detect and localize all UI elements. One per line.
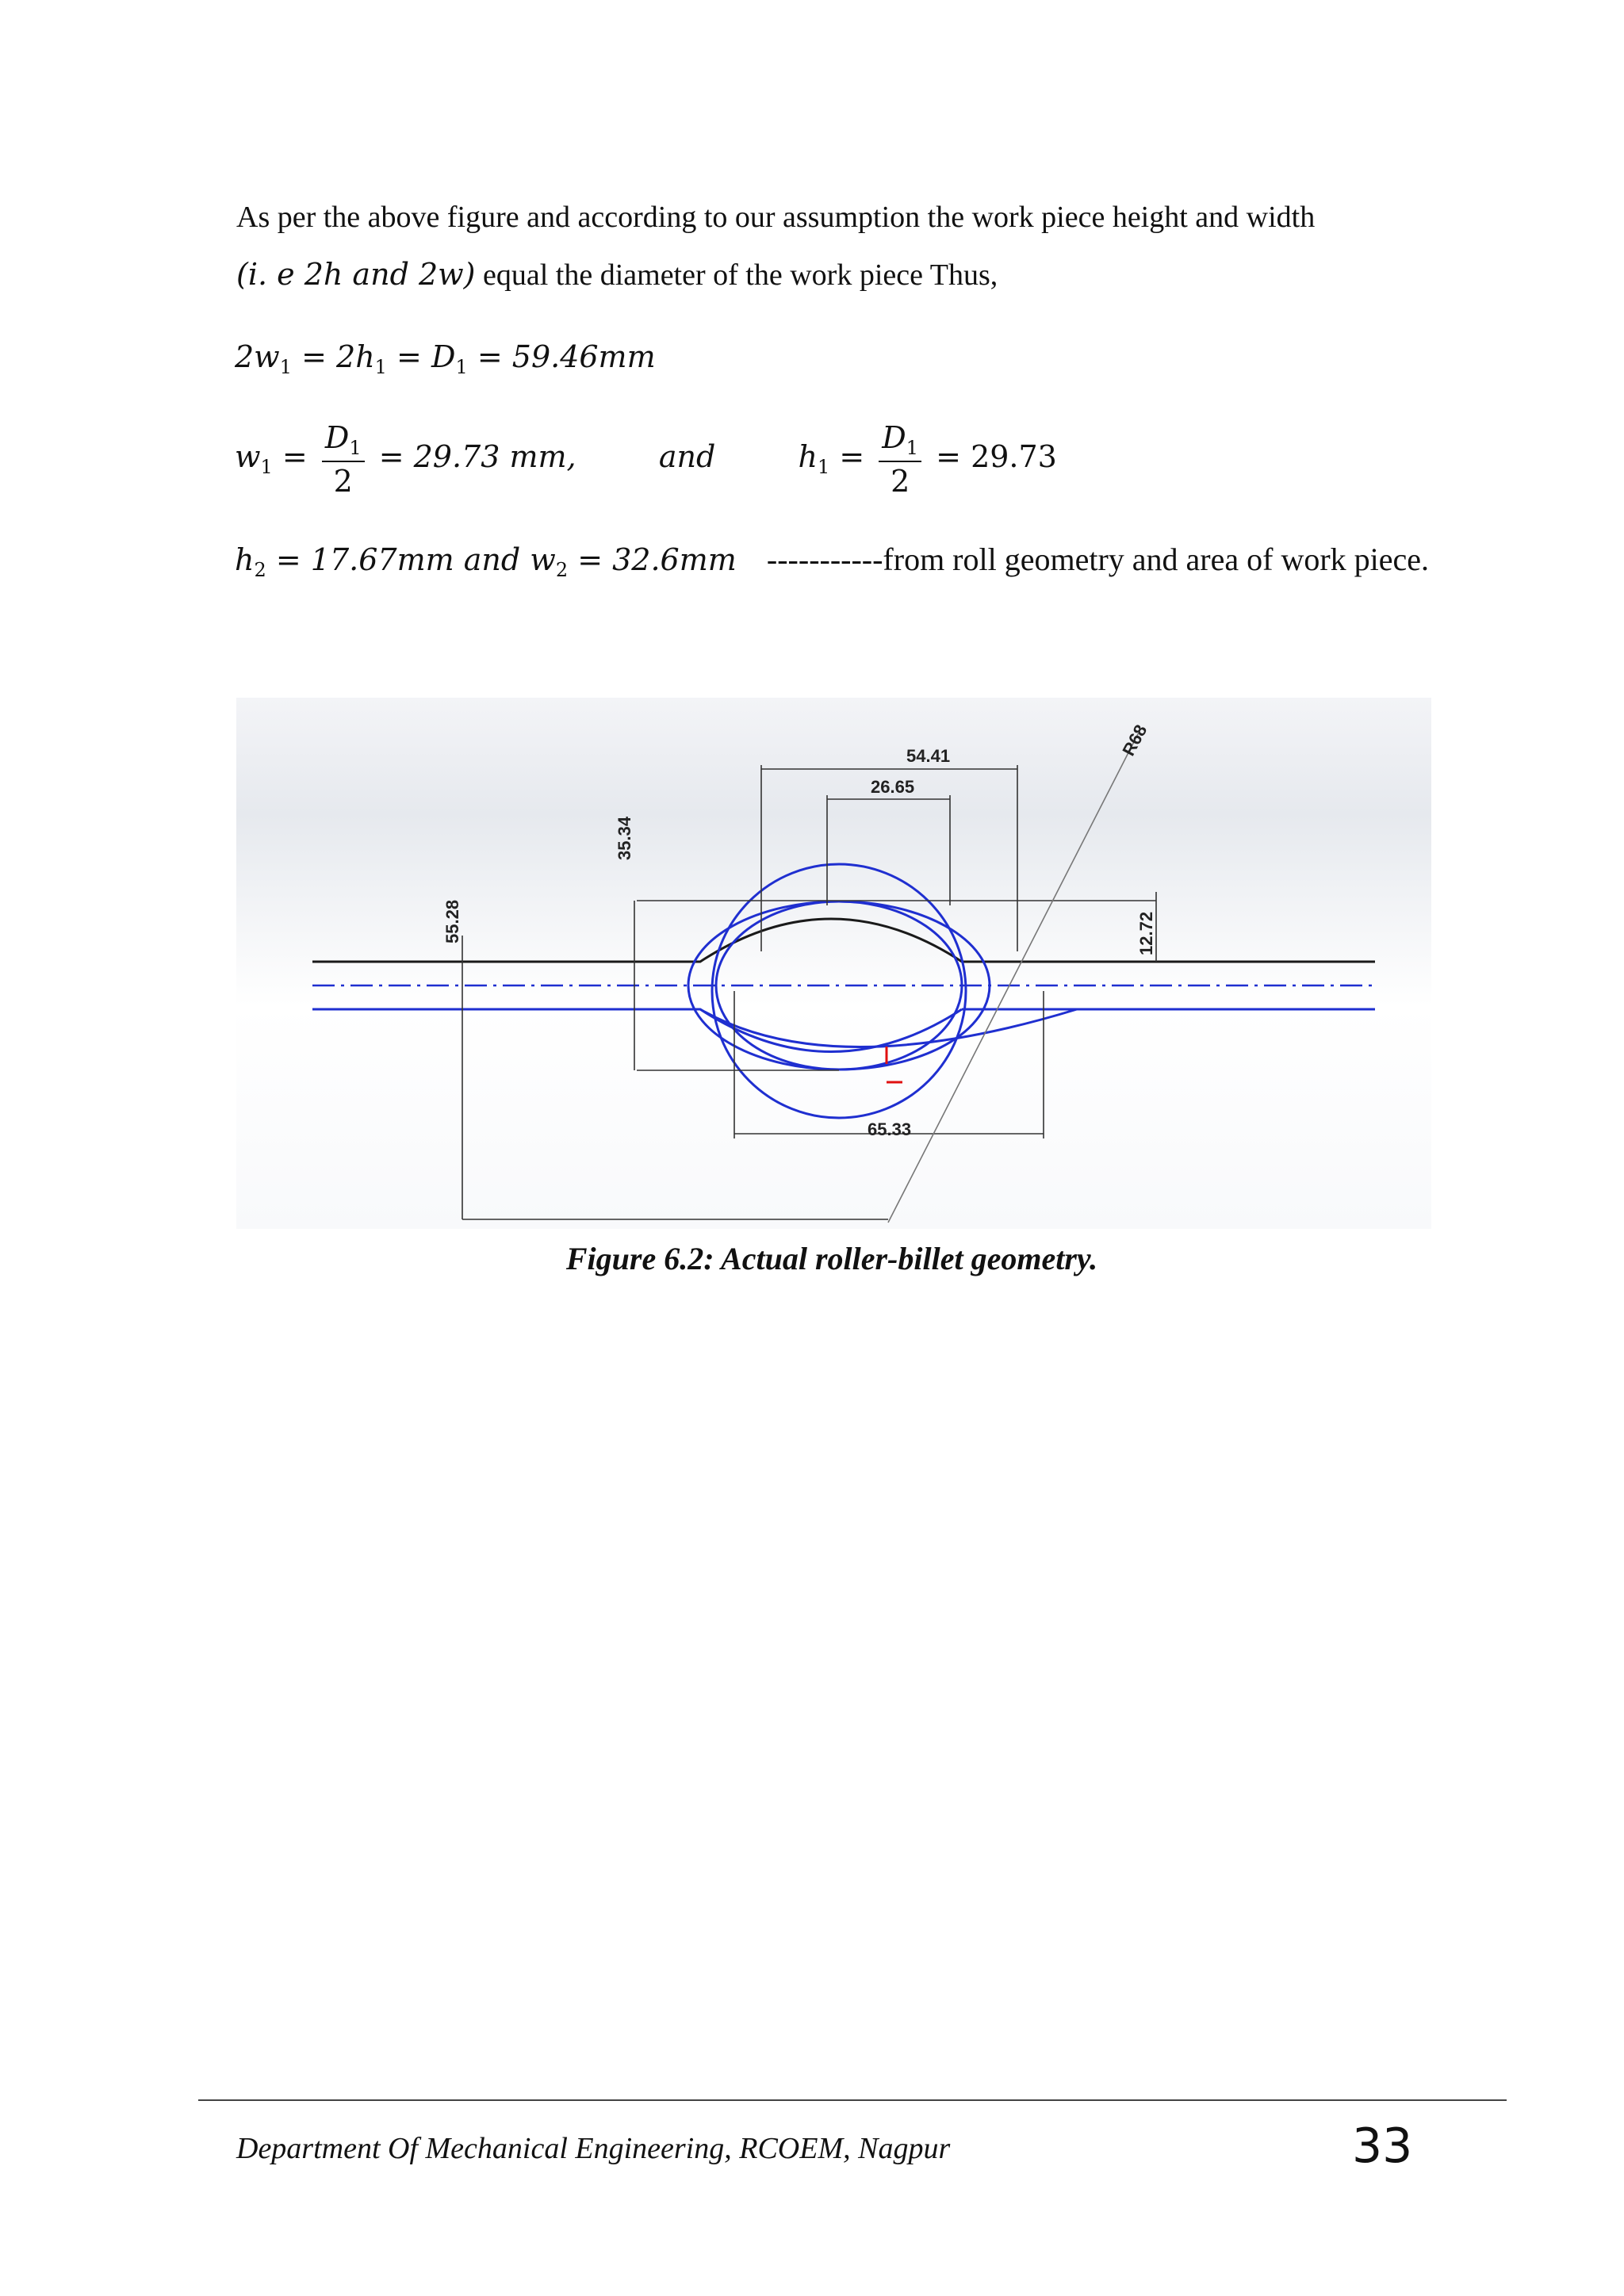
eq2-term-h: h (798, 439, 818, 474)
dim-65-33: 65.33 (868, 1119, 912, 1139)
equation-3: $h_2 = 17.67mm$ and $w_2 = 32.6mm$ -----------from roll geometry and area of work piece. (235, 541, 1430, 581)
paragraph-line-2-text: equal the diameter of the work piece Thus, (475, 258, 998, 292)
eq2-fraction-1 (322, 420, 365, 499)
eq2-value-1: 29.73 mm, (413, 439, 576, 474)
eq2-sub-h: 1 (817, 456, 830, 478)
eq1-value: 59.46mm (511, 339, 656, 374)
eq2-and: and (658, 439, 716, 474)
eq1-sub-d: 1 (455, 356, 468, 378)
eq1-sub-h: 1 (374, 356, 387, 378)
eq3-term-h: h (235, 542, 255, 577)
lower-profile (312, 1009, 1375, 1047)
eq3-sub-w: 2 (555, 559, 569, 581)
eq3-w-value: 32.6mm (612, 542, 737, 577)
figure-roller-billet (236, 698, 1431, 1229)
eq2-term-w: w (235, 439, 261, 474)
eq2-frac2-num: D (882, 420, 906, 455)
dim-r68: R68 (1118, 721, 1151, 760)
eq3-h-value: 17.67mm and (310, 542, 521, 577)
eq1-term-d: D (431, 339, 456, 374)
body-paragraph (236, 189, 1442, 304)
inline-math: (i. e 2h and 2w) (236, 257, 476, 292)
footer-department: Department Of Mechanical Engineering, RCOEM, Nagpur (236, 2132, 951, 2165)
eq2-frac1-den: 2 (333, 464, 353, 499)
figure-caption: Figure 6.2: Actual roller-billet geometry. (565, 1241, 1098, 1276)
eq2-frac1-num: D (324, 420, 350, 455)
dim-26-65: 26.65 (871, 777, 915, 797)
equation-1: $2w_1 = 2h_1 = D_1 = 59.46mm$ (235, 339, 656, 378)
eq2-frac2-den: 2 (891, 464, 910, 499)
eq3-term-w: w (530, 542, 556, 577)
eq2-fraction-2 (879, 420, 921, 499)
paragraph-line-1: As per the above figure and according to our assumption the work piece height and width (236, 201, 1316, 234)
page-number: 33 (1352, 2118, 1413, 2174)
eq3-tail-text: -----------from roll geometry and area of work piece. (766, 541, 1430, 577)
dim-55-28: 55.28 (442, 899, 462, 943)
eq1-sub-w: 1 (279, 356, 292, 378)
eq2-frac1-num-sub: 1 (349, 437, 362, 459)
paragraph-line-2 (236, 246, 1442, 304)
eq2-frac2-num-sub: 1 (906, 437, 919, 459)
cad-drawing (236, 698, 1431, 1229)
dim-12-72: 12.72 (1136, 911, 1156, 955)
eq2-sub-w: 1 (260, 456, 273, 478)
footer-rule (198, 2099, 1507, 2101)
dim-35-34: 35.34 (615, 816, 634, 860)
eq3-sub-h: 2 (254, 559, 266, 581)
upper-profile (312, 919, 1375, 962)
eq2-value-2: 29.73 (971, 439, 1057, 474)
eq1-term-h: 2h (336, 339, 375, 374)
eq1-term-w: 2w (235, 339, 280, 374)
dim-54-41: 54.41 (906, 746, 951, 766)
equation-2: $w_1$ = $\frac{D_1}{2}$ = 29.73 mm, and $h_1$ = $\frac{D_1}{2}$ = 29.73 (235, 420, 1057, 499)
